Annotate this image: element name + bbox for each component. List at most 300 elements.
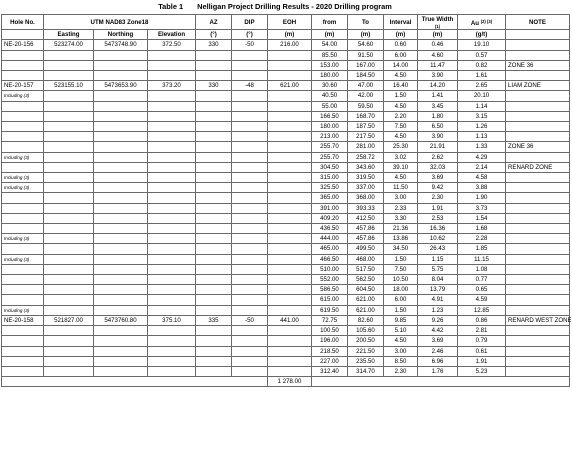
cell-easting: [44, 346, 94, 356]
cell-to: 343.60: [348, 162, 384, 172]
cell-from: 466.50: [312, 254, 348, 264]
cell-au: 0.82: [458, 60, 506, 70]
cell-dip: [232, 326, 268, 336]
cell-eoh: [268, 142, 312, 152]
cell-hole-no: Including (3): [2, 152, 44, 162]
cell-true-width: 13.79: [418, 285, 458, 295]
cell-interval: 4.50: [384, 101, 418, 111]
cell-note: ZONE 36: [506, 60, 570, 70]
cell-from: 153.00: [312, 60, 348, 70]
cell-interval: 4.50: [384, 173, 418, 183]
cell-easting: [44, 142, 94, 152]
cell-interval: 18.00: [384, 285, 418, 295]
cell-interval: 0.60: [384, 40, 418, 50]
cell-true-width: 9.26: [418, 315, 458, 325]
cell-easting: [44, 366, 94, 376]
cell-true-width: 2.53: [418, 213, 458, 223]
cell-easting: [44, 275, 94, 285]
cell-eoh: [268, 203, 312, 213]
cell-elevation: [148, 111, 196, 121]
cell-az: [196, 162, 232, 172]
cell-from: 436.50: [312, 224, 348, 234]
table-caption: Nelligan Project Drilling Results - 2020 Drilling program: [197, 2, 392, 11]
cell-note: [506, 336, 570, 346]
cell-az: [196, 173, 232, 183]
table-row: [2, 295, 570, 305]
cell-easting: [44, 295, 94, 305]
cell-hole-no: [2, 275, 44, 285]
cell-northing: [94, 132, 148, 142]
cell-northing: [94, 326, 148, 336]
cell-easting: [44, 305, 94, 315]
cell-true-width: 1.41: [418, 91, 458, 101]
table-row: [2, 254, 570, 264]
cell-eoh: [268, 295, 312, 305]
cell-hole-no: Including (3): [2, 173, 44, 183]
cell-az: [196, 101, 232, 111]
cell-dip: [232, 275, 268, 285]
cell-hole-no: [2, 213, 44, 223]
cell-az: 335: [196, 315, 232, 325]
cell-hole-no: [2, 295, 44, 305]
cell-to: 221.50: [348, 346, 384, 356]
table-title: [0, 0, 550, 14]
cell-note: [506, 111, 570, 121]
cell-northing: [94, 275, 148, 285]
cell-to: 468.00: [348, 254, 384, 264]
cell-elevation: [148, 234, 196, 244]
cell-to: 319.50: [348, 173, 384, 183]
cell-hole-no: [2, 50, 44, 60]
cell-dip: [232, 111, 268, 121]
cell-au: 2.28: [458, 234, 506, 244]
cell-interval: 2.20: [384, 111, 418, 121]
cell-to: 54.60: [348, 40, 384, 50]
cell-interval: 5.10: [384, 326, 418, 336]
cell-az: [196, 213, 232, 223]
cell-from: 465.00: [312, 244, 348, 254]
cell-elevation: [148, 203, 196, 213]
cell-eoh: [268, 213, 312, 223]
cell-eoh: [268, 60, 312, 70]
cell-eoh: [268, 356, 312, 366]
cell-true-width: 0.46: [418, 40, 458, 50]
cell-from: 196.00: [312, 336, 348, 346]
subheader-blank: [2, 30, 44, 40]
cell-au: 1.13: [458, 132, 506, 142]
cell-note: [506, 244, 570, 254]
cell-interval: 2.30: [384, 366, 418, 376]
cell-interval: 10.50: [384, 275, 418, 285]
cell-hole-no: NE-20-158: [2, 315, 44, 325]
cell-eoh: [268, 285, 312, 295]
table-row: [2, 213, 570, 223]
cell-from: 255.70: [312, 142, 348, 152]
cell-az: [196, 132, 232, 142]
cell-northing: [94, 142, 148, 152]
cell-interval: 39.10: [384, 162, 418, 172]
cell-from: 100.50: [312, 326, 348, 336]
cell-to: 105.60: [348, 326, 384, 336]
cell-eoh: [268, 234, 312, 244]
cell-from: 72.75: [312, 315, 348, 325]
cell-interval: 1.50: [384, 91, 418, 101]
header-eoh: EOH: [268, 15, 312, 30]
cell-to: 258.72: [348, 152, 384, 162]
subheader-northing: Northing: [94, 30, 148, 40]
cell-from: 409.20: [312, 213, 348, 223]
cell-northing: [94, 173, 148, 183]
table-row: [2, 132, 570, 142]
cell-hole-no: [2, 244, 44, 254]
cell-true-width: 3.90: [418, 71, 458, 81]
table-row: [2, 224, 570, 234]
table-row: [2, 122, 570, 132]
cell-az: [196, 203, 232, 213]
header-au: [458, 15, 506, 30]
cell-hole-no: [2, 122, 44, 132]
cell-from: 312.40: [312, 366, 348, 376]
cell-elevation: [148, 71, 196, 81]
cell-eoh: [268, 91, 312, 101]
cell-eoh: [268, 346, 312, 356]
subheader-eoh-unit: (m): [268, 30, 312, 40]
cell-easting: 521827.00: [44, 315, 94, 325]
cell-true-width: 3.69: [418, 336, 458, 346]
table-row: [2, 346, 570, 356]
cell-au: 2.65: [458, 81, 506, 91]
cell-interval: 11.50: [384, 183, 418, 193]
au-footnote: (2) (3): [480, 18, 493, 24]
cell-az: [196, 224, 232, 234]
cell-from: 365.00: [312, 193, 348, 203]
cell-dip: [232, 183, 268, 193]
cell-hole-no: [2, 285, 44, 295]
cell-au: 1.08: [458, 264, 506, 274]
cell-true-width: 1.80: [418, 111, 458, 121]
cell-au: 0.86: [458, 315, 506, 325]
cell-elevation: [148, 275, 196, 285]
cell-hole-no: Including (3): [2, 234, 44, 244]
cell-elevation: [148, 264, 196, 274]
cell-true-width: 16.36: [418, 224, 458, 234]
cell-easting: [44, 50, 94, 60]
cell-northing: [94, 346, 148, 356]
cell-true-width: 4.91: [418, 295, 458, 305]
cell-au: 12.85: [458, 305, 506, 315]
cell-true-width: 4.42: [418, 326, 458, 336]
cell-au: 3.73: [458, 203, 506, 213]
cell-eoh: [268, 101, 312, 111]
cell-to: 42.00: [348, 91, 384, 101]
cell-interval: 4.50: [384, 132, 418, 142]
cell-true-width: 6.96: [418, 356, 458, 366]
table-row: [2, 203, 570, 213]
cell-au: 0.77: [458, 275, 506, 285]
cell-easting: [44, 183, 94, 193]
cell-au: 1.85: [458, 244, 506, 254]
cell-true-width: 2.62: [418, 152, 458, 162]
cell-from: 227.00: [312, 356, 348, 366]
cell-note: [506, 234, 570, 244]
subheader-note-blank: [506, 30, 570, 40]
cell-from: 54.00: [312, 40, 348, 50]
cell-from: 40.50: [312, 91, 348, 101]
cell-dip: [232, 264, 268, 274]
cell-easting: [44, 162, 94, 172]
cell-az: 330: [196, 81, 232, 91]
cell-eoh: [268, 132, 312, 142]
cell-au: 0.65: [458, 285, 506, 295]
cell-note: [506, 224, 570, 234]
cell-from: 619.50: [312, 305, 348, 315]
cell-true-width: 1.76: [418, 366, 458, 376]
cell-au: 5.23: [458, 366, 506, 376]
cell-elevation: [148, 295, 196, 305]
cell-az: [196, 193, 232, 203]
cell-easting: [44, 101, 94, 111]
cell-interval: 14.00: [384, 60, 418, 70]
cell-eoh: [268, 244, 312, 254]
cell-az: [196, 234, 232, 244]
cell-true-width: 26.43: [418, 244, 458, 254]
cell-au: 4.29: [458, 152, 506, 162]
cell-dip: [232, 254, 268, 264]
cell-dip: [232, 101, 268, 111]
cell-to: 499.50: [348, 244, 384, 254]
cell-from: 510.00: [312, 264, 348, 274]
cell-to: 368.00: [348, 193, 384, 203]
cell-northing: [94, 50, 148, 60]
cell-dip: [232, 244, 268, 254]
cell-northing: 5473653.90: [94, 81, 148, 91]
table-row: [2, 173, 570, 183]
cell-au: 2.14: [458, 162, 506, 172]
cell-from: 213.00: [312, 132, 348, 142]
cell-au: 3.88: [458, 183, 506, 193]
cell-interval: 4.50: [384, 71, 418, 81]
total-eoh: 1 278.00: [268, 377, 312, 387]
cell-hole-no: [2, 356, 44, 366]
cell-to: 621.00: [348, 305, 384, 315]
cell-easting: [44, 254, 94, 264]
cell-northing: [94, 224, 148, 234]
cell-note: [506, 71, 570, 81]
cell-elevation: [148, 142, 196, 152]
subheader-easting: Easting: [44, 30, 94, 40]
cell-au: 1.61: [458, 71, 506, 81]
cell-dip: [232, 285, 268, 295]
cell-interval: 6.00: [384, 295, 418, 305]
cell-dip: -48: [232, 81, 268, 91]
cell-northing: [94, 152, 148, 162]
drilling-results-table: [1, 14, 570, 387]
cell-note: [506, 40, 570, 50]
subheader-from-unit: (m): [312, 30, 348, 40]
cell-az: [196, 366, 232, 376]
cell-to: 167.00: [348, 60, 384, 70]
cell-elevation: [148, 356, 196, 366]
cell-from: 586.50: [312, 285, 348, 295]
cell-au: 1.54: [458, 213, 506, 223]
cell-northing: 5473748.90: [94, 40, 148, 50]
table-row: [2, 285, 570, 295]
header-interval: Interval: [384, 15, 418, 30]
cell-dip: [232, 224, 268, 234]
cell-easting: 523274.00: [44, 40, 94, 50]
cell-au: 1.68: [458, 224, 506, 234]
cell-note: [506, 295, 570, 305]
cell-easting: [44, 264, 94, 274]
table-row: [2, 244, 570, 254]
cell-note: [506, 366, 570, 376]
cell-northing: [94, 111, 148, 121]
cell-note: LIAM ZONE: [506, 81, 570, 91]
cell-elevation: [148, 162, 196, 172]
cell-hole-no: [2, 132, 44, 142]
cell-note: [506, 193, 570, 203]
table-row: [2, 162, 570, 172]
cell-to: 621.00: [348, 295, 384, 305]
cell-dip: [232, 60, 268, 70]
cell-to: 91.50: [348, 50, 384, 60]
cell-az: [196, 152, 232, 162]
cell-to: 562.50: [348, 275, 384, 285]
cell-au: 20.10: [458, 91, 506, 101]
table-row: [2, 326, 570, 336]
cell-az: [196, 346, 232, 356]
cell-interval: 3.00: [384, 193, 418, 203]
cell-elevation: [148, 132, 196, 142]
cell-eoh: [268, 111, 312, 121]
cell-from: 315.00: [312, 173, 348, 183]
cell-easting: [44, 152, 94, 162]
cell-from: 325.50: [312, 183, 348, 193]
cell-eoh: [268, 71, 312, 81]
cell-eoh: [268, 326, 312, 336]
cell-dip: [232, 203, 268, 213]
cell-dip: [232, 234, 268, 244]
cell-hole-no: [2, 224, 44, 234]
cell-eoh: 216.00: [268, 40, 312, 50]
cell-elevation: [148, 336, 196, 346]
header-dip: DIP: [232, 15, 268, 30]
header-from: from: [312, 15, 348, 30]
cell-true-width: 3.69: [418, 173, 458, 183]
cell-elevation: [148, 346, 196, 356]
cell-northing: [94, 60, 148, 70]
cell-true-width: 1.91: [418, 203, 458, 213]
cell-to: 457.86: [348, 234, 384, 244]
total-spacer: [2, 377, 268, 387]
cell-to: 187.50: [348, 122, 384, 132]
cell-from: 166.50: [312, 111, 348, 121]
cell-easting: [44, 285, 94, 295]
cell-dip: [232, 71, 268, 81]
cell-dip: [232, 346, 268, 356]
cell-easting: [44, 111, 94, 121]
cell-elevation: [148, 366, 196, 376]
cell-from: 444.00: [312, 234, 348, 244]
cell-hole-no: [2, 101, 44, 111]
cell-northing: [94, 234, 148, 244]
cell-hole-no: [2, 366, 44, 376]
cell-hole-no: NE-20-156: [2, 40, 44, 50]
cell-true-width: 8.04: [418, 275, 458, 285]
cell-eoh: [268, 366, 312, 376]
cell-easting: [44, 244, 94, 254]
cell-note: [506, 285, 570, 295]
cell-note: [506, 356, 570, 366]
cell-note: RENARD ZONE: [506, 162, 570, 172]
cell-to: 59.50: [348, 101, 384, 111]
cell-au: 4.59: [458, 295, 506, 305]
table-row: [2, 152, 570, 162]
results-body: [2, 40, 570, 377]
cell-au: 3.15: [458, 111, 506, 121]
cell-to: 604.50: [348, 285, 384, 295]
cell-northing: 5473760.80: [94, 315, 148, 325]
cell-interval: 13.86: [384, 234, 418, 244]
cell-interval: 25.30: [384, 142, 418, 152]
cell-northing: [94, 285, 148, 295]
cell-to: 314.70: [348, 366, 384, 376]
cell-note: RENARD WEST ZONE: [506, 315, 570, 325]
cell-dip: [232, 193, 268, 203]
cell-interval: 1.50: [384, 254, 418, 264]
cell-note: [506, 132, 570, 142]
cell-northing: [94, 213, 148, 223]
cell-to: 457.86: [348, 224, 384, 234]
cell-note: [506, 50, 570, 60]
table-row: [2, 264, 570, 274]
cell-from: 180.00: [312, 71, 348, 81]
cell-interval: 8.50: [384, 356, 418, 366]
cell-hole-no: Including (3): [2, 305, 44, 315]
cell-northing: [94, 264, 148, 274]
cell-au: 1.90: [458, 193, 506, 203]
subheader-interval-unit: (m): [384, 30, 418, 40]
cell-az: [196, 50, 232, 60]
cell-elevation: [148, 152, 196, 162]
cell-note: [506, 275, 570, 285]
cell-northing: [94, 71, 148, 81]
cell-note: [506, 173, 570, 183]
cell-from: 552.00: [312, 275, 348, 285]
cell-interval: 6.00: [384, 50, 418, 60]
cell-elevation: [148, 91, 196, 101]
cell-elevation: [148, 122, 196, 132]
header-note: NOTE: [506, 15, 570, 30]
cell-to: 337.00: [348, 183, 384, 193]
cell-easting: [44, 213, 94, 223]
header-az: AZ: [196, 15, 232, 30]
cell-dip: -50: [232, 40, 268, 50]
cell-northing: [94, 295, 148, 305]
cell-dip: [232, 91, 268, 101]
cell-true-width: 3.90: [418, 132, 458, 142]
cell-elevation: 375.10: [148, 315, 196, 325]
cell-dip: [232, 132, 268, 142]
true-width-label: True Width: [421, 16, 454, 23]
cell-easting: [44, 91, 94, 101]
cell-to: 217.50: [348, 132, 384, 142]
cell-from: 85.50: [312, 50, 348, 60]
cell-northing: [94, 336, 148, 346]
header-to: To: [348, 15, 384, 30]
subheader-au-unit: (g/t): [458, 30, 506, 40]
table-row: [2, 71, 570, 81]
